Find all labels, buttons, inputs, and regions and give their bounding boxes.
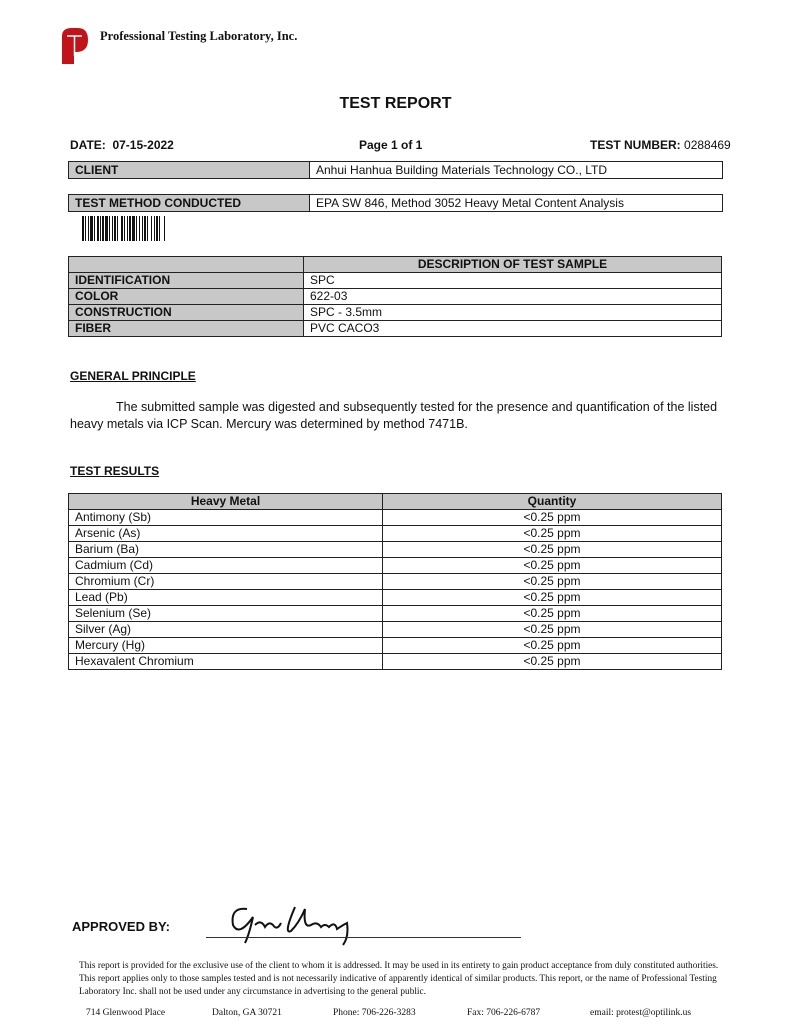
footer-address: 714 Glenwood Place: [86, 1008, 166, 1018]
description-row: [69, 289, 722, 305]
client-row: [68, 161, 723, 179]
test-number: TEST NUMBER: 0288469: [590, 138, 731, 152]
result-row: [69, 558, 722, 574]
metal-name: Hexavalent Chromium: [69, 654, 383, 670]
barcode: [82, 216, 206, 241]
result-row: [69, 574, 722, 590]
signature: [225, 895, 365, 950]
metal-quantity: <0.25 ppm: [383, 638, 722, 654]
barcode-bar: [165, 216, 167, 241]
result-row: [69, 526, 722, 542]
description-label: IDENTIFICATION: [69, 273, 304, 289]
column-header-metal: Heavy Metal: [69, 494, 383, 510]
metal-name: Mercury (Hg): [69, 638, 383, 654]
disclaimer: This report is provided for the exclusive use of the client to whom it is addressed. It may be used in its entirety to gain product acceptance from duly constituted authorities. This report applies only to those samples tested and is not necessarily indicative of apparently identical of similar products. This report, or the name of Professional Testing Laboratory Inc. shall not be used under any circumstance in advertising to the general public.: [79, 961, 719, 997]
metal-quantity: <0.25 ppm: [383, 654, 722, 670]
metal-quantity: <0.25 ppm: [383, 574, 722, 590]
client-value: Anhui Hanhua Building Materials Technology CO., LTD: [316, 163, 608, 177]
description-value: SPC: [304, 273, 722, 289]
page-number: Page 1 of 1: [359, 138, 423, 152]
test-results-table: [68, 493, 722, 670]
metal-name: Silver (Ag): [69, 622, 383, 638]
footer-email[interactable]: email: protest@optilink.us: [590, 1008, 692, 1018]
footer-fax: Fax: 706-226-6787: [467, 1008, 541, 1018]
description-label: COLOR: [69, 289, 304, 305]
approved-by-label: APPROVED BY:: [72, 919, 170, 934]
report-title: TEST REPORT: [339, 95, 452, 112]
column-header-quantity: Quantity: [383, 494, 722, 510]
method-row: [68, 194, 723, 212]
company-logo-icon: [62, 28, 88, 64]
client-label: CLIENT: [69, 162, 310, 178]
metal-quantity: <0.25 ppm: [383, 510, 722, 526]
metal-name: Antimony (Sb): [69, 510, 383, 526]
result-row: [69, 542, 722, 558]
report-date: DATE: 07-15-2022: [70, 138, 174, 152]
general-principle-text: The submitted sample was digested and subsequently tested for the presence and quantification of the listed heavy metals via ICP Scan. Mercury was determined by method 7471B.: [70, 400, 718, 431]
footer-city: Dalton, GA 30721: [212, 1008, 282, 1018]
result-row: [69, 638, 722, 654]
signature-line: [206, 937, 521, 938]
footer-phone: Phone: 706-226-3283: [333, 1008, 416, 1018]
test-results-heading: TEST RESULTS: [70, 464, 160, 478]
description-value: PVC CACO3: [304, 321, 722, 337]
sample-description-table: [68, 256, 722, 337]
metal-name: Selenium (Se): [69, 606, 383, 622]
result-row: [69, 622, 722, 638]
result-row: [69, 654, 722, 670]
description-label: FIBER: [69, 321, 304, 337]
company-name: Professional Testing Laboratory, Inc.: [100, 29, 298, 43]
metal-quantity: <0.25 ppm: [383, 558, 722, 574]
method-label: TEST METHOD CONDUCTED: [69, 195, 310, 211]
metal-name: Cadmium (Cd): [69, 558, 383, 574]
metal-quantity: <0.25 ppm: [383, 590, 722, 606]
description-value: SPC - 3.5mm: [304, 305, 722, 321]
metal-name: Lead (Pb): [69, 590, 383, 606]
description-value: 622-03: [304, 289, 722, 305]
description-label: CONSTRUCTION: [69, 305, 304, 321]
result-row: [69, 510, 722, 526]
metal-name: Arsenic (As): [69, 526, 383, 542]
description-row: [69, 305, 722, 321]
description-header: DESCRIPTION OF TEST SAMPLE: [304, 257, 722, 273]
result-row: [69, 606, 722, 622]
metal-name: Chromium (Cr): [69, 574, 383, 590]
description-row: [69, 321, 722, 337]
result-row: [69, 590, 722, 606]
metal-quantity: <0.25 ppm: [383, 606, 722, 622]
general-principle-heading: GENERAL PRINCIPLE: [70, 369, 196, 383]
method-value: EPA SW 846, Method 3052 Heavy Metal Content Analysis: [316, 196, 624, 210]
metal-name: Barium (Ba): [69, 542, 383, 558]
metal-quantity: <0.25 ppm: [383, 526, 722, 542]
metal-quantity: <0.25 ppm: [383, 622, 722, 638]
description-row: [69, 273, 722, 289]
metal-quantity: <0.25 ppm: [383, 542, 722, 558]
